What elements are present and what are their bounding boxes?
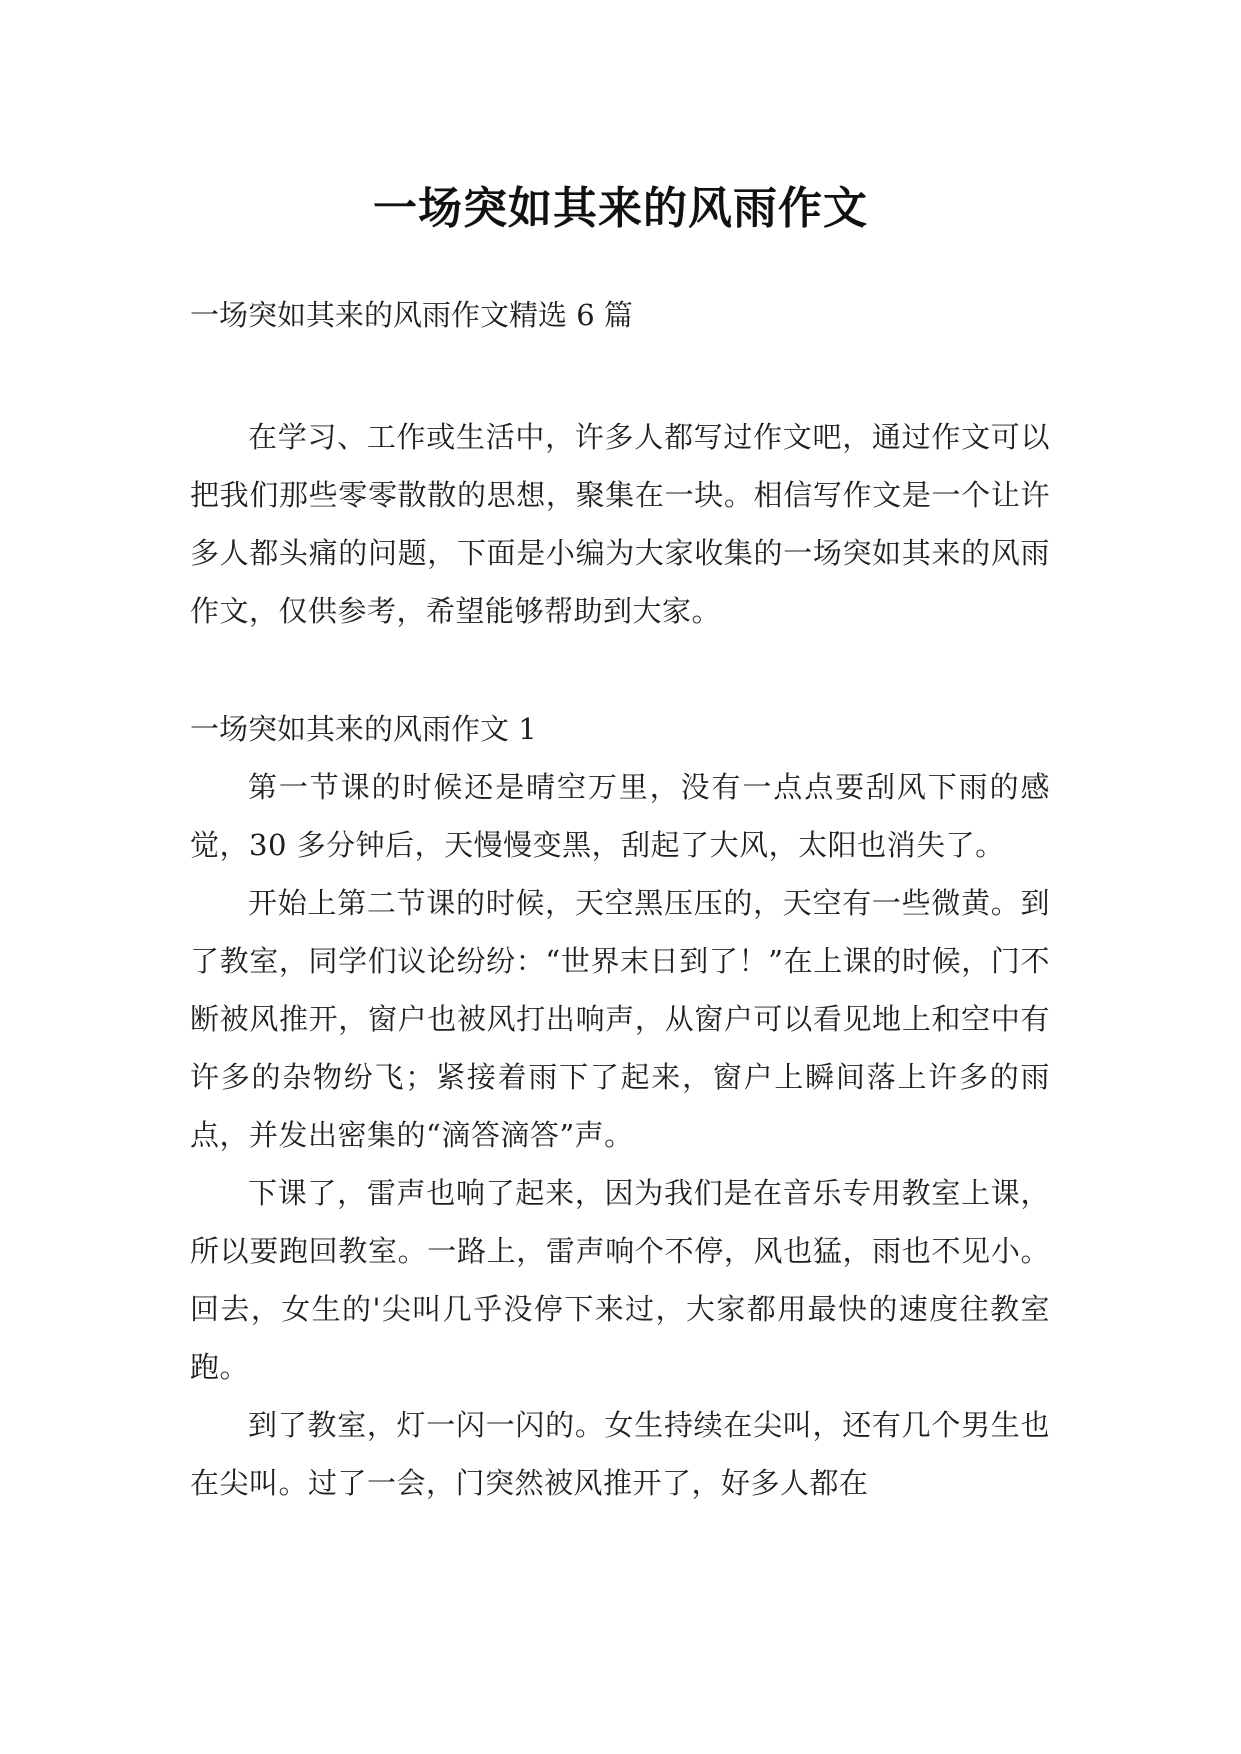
section-heading: 一场突如其来的风雨作文 1	[190, 712, 537, 746]
document-title: 一场突如其来的风雨作文	[373, 183, 868, 235]
body-paragraph: 第一节课的时候还是晴空万里，没有一点点要刮风下雨的感觉，30 多分钟后，天慢慢变黑，刮起了大风，太阳也消失了。	[190, 770, 1050, 862]
spacer	[190, 344, 1050, 408]
intro-paragraph: 在学习、工作或生活中，许多人都写过作文吧，通过作文可以把我们那些零零散散的思想，聚集在一块。相信写作文是一个让许多人都头痛的问题，下面是小编为大家收集的一场突如其来的风雨作文，仅供参考，希望能够帮助到大家。	[190, 420, 1050, 628]
document-subtitle: 一场突如其来的风雨作文精选 6 篇	[190, 298, 633, 332]
document-body	[190, 286, 1050, 1512]
body-paragraph: 下课了，雷声也响了起来，因为我们是在音乐专用教室上课，所以要跑回教室。一路上，雷声响个不停，风也猛，雨也不见小。回去，女生的'尖叫几乎没停下来过，大家都用最快的速度往教室跑。	[190, 1176, 1050, 1384]
body-paragraph: 到了教室，灯一闪一闪的。女生持续在尖叫，还有几个男生也在尖叫。过了一会，门突然被风推开了，好多人都在	[190, 1408, 1050, 1500]
spacer	[190, 640, 1050, 700]
body-paragraph: 开始上第二节课的时候，天空黑压压的，天空有一些微黄。到了教室，同学们议论纷纷：“世界末日到了！”在上课的时候，门不断被风推开，窗户也被风打出响声，从窗户可以看见地上和空中有许多的杂物纷飞；紧接着雨下了起来，窗户上瞬间落上许多的雨点，并发出密集的“滴答滴答”声。	[190, 886, 1050, 1152]
